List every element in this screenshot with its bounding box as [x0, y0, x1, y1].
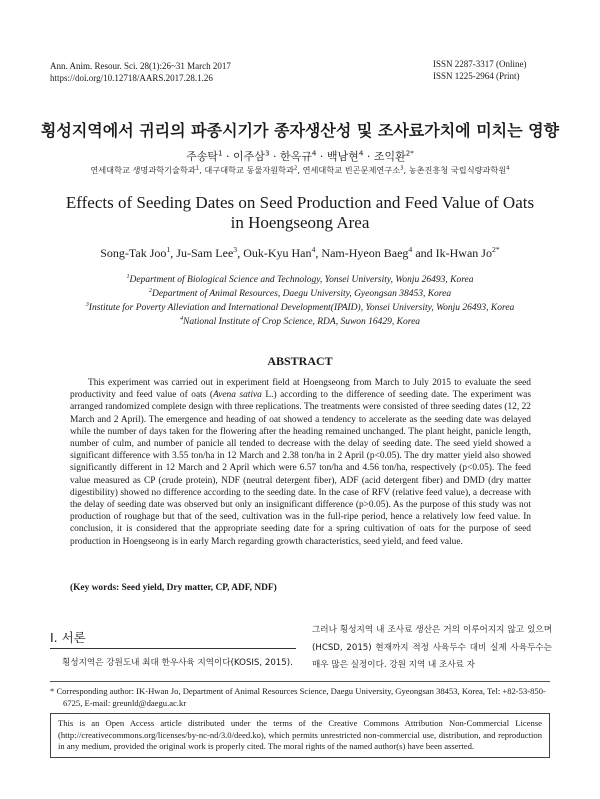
- english-title-line2: in Hoengseong Area: [230, 213, 370, 232]
- section-divider: [50, 648, 296, 649]
- korean-affiliation-3: 연세대학교 빈곤문제연구소$^3$: [302, 165, 404, 175]
- issn-online: ISSN 2287-3317 (Online): [433, 59, 527, 69]
- species-name: Avena sativa: [213, 390, 262, 401]
- korean-author-2: 이주삼$^3$: [233, 148, 270, 163]
- doi-link[interactable]: https://doi.org/10.12718/AARS.2017.28.1.26: [50, 72, 213, 83]
- korean-affiliation-4: 농촌진흥청 국립식량과학원$^4$: [408, 165, 510, 175]
- journal-header: [50, 61, 231, 84]
- intro-right-column: 그러나 횡성지역 내 조사료 생산은 거의 이루어지지 않고 있으며(HCSD, 2015) 현재까지 적정 사육두수 대비 실제 사육두수는 매우 많은 실정이다. 강원 지역 내 조사료 자: [312, 625, 552, 670]
- english-author-3: Ouk-Kyu Han$^4$: [243, 245, 316, 260]
- korean-author-4: 백남현$^4$: [326, 148, 364, 163]
- keywords: (Key words: Seed yield, Dry matter, CP, ADF, NDF): [70, 583, 277, 593]
- journal-citation: Ann. Anim. Resour. Sci. 28(1):26~31 March 2017: [50, 61, 231, 71]
- affiliation-1: $^1$Department of Biological Science and Technology, Yonsei University, Wonju 26493, Korea: [126, 273, 474, 285]
- english-title-line1: Effects of Seeding Dates on Seed Production and Feed Value of Oats: [65, 193, 535, 212]
- korean-author-3: 한옥규$^4$: [279, 148, 317, 163]
- affiliation-4: $^4$National Institute of Crop Science, RDA, Suwon 16429, Korea: [179, 315, 421, 327]
- footnote-divider: [50, 681, 550, 682]
- korean-title: 횡성지역에서 귀리의 파종시기가 종자생산성 및 조사료가치에 미치는 영향: [40, 121, 560, 140]
- english-author-4: Nam-Hyeon Baeg$^4$: [321, 245, 413, 260]
- license-box: This is an Open Access article distributed under the terms of the Creative Commons Attribution Non-Commercial License (http://creativecommons.org/licenses/by-nc-nd/3.0/deed.ko), which permits unrestricted non-commercial use, distribution, and reproduction in any medium, provided the original work is properly cited. The moral rights of the named author(s) have been asserted.: [50, 713, 550, 758]
- abstract-body: This experiment was carried out in experiment field at Hoengseong from March to July 2015 to evaluate the seed productivity and feed value of oats (Avena sativa L.) according to the difference of seeding date. The experiment was arranged randomized complete design with three replications. The treatments were consisted of three seeding dates (12, 22 March and 2 April). The emergence and heading of oat showed a tendency to accelerate as the seeding date was delayed while the number of days taken for the flowering after the heading remained unchanged. The plant height, panicle length, number of culm, and number of panicle all tended to decrease with the delay of seeding date. The seed yield showed a significant difference with 3.55 ton/ha in 12 March and 2.38 ton/ha in 2 April (p<0.05). The dry matter yield also showed significantly different in 12 March and 2 April which were 6.57 ton/ha and 4.56 ton/ha, respectively (p<0.05). The feed value measured as CP (crude protein), NDF (neutral detergent fiber), ADF (acid detergent fiber) and DMD (dry matter digestibility) showed no difference according to the seeding date. In the case of RFV (relative feed value), a decrease with the delay of seeding date was observed but only an insignificant difference (p>0.05). As the purpose of this study was not production of roughage but that of the seed, cultivation was in the full-ripe period, hence a relatively low feed value. In conclusion, it is considered that the appropriate seeding date for a spring cultivation of oats for the purpose of seed production in Hoengseong is in early March regarding growth characteristics, seed yield, and feed value.: [70, 378, 531, 547]
- affiliation-3: $^3$Institute for Poverty Alleviation and International Development(IPAID), Yonsei University, Wonju 26493, Korea: [85, 301, 515, 313]
- issn-print: ISSN 1225-2964 (Print): [433, 70, 520, 81]
- english-authors: Song-Tak Joo$^1$, Ju-Sam Lee$^3$, Ouk-Kyu Han$^4$, Nam-Hyeon Baeg$^4$ and Ik-Hwan $Jo^{2*}$: [100, 245, 500, 260]
- korean-affiliations: 연세대학교 생명과학기술학과$^1$, 대구대학교 동물자원학과$^2$, 연세대학교 빈곤문제연구소$^3$, 농촌진흥청 국립식량과학원$^4$: [90, 165, 510, 175]
- english-author-2: Ju-Sam Lee$^3$: [176, 245, 238, 260]
- english-author-1: Song-Tak Joo$^1$: [100, 245, 171, 260]
- issn-block: [433, 59, 527, 82]
- korean-author-1: 주송탁$^1$: [186, 148, 223, 163]
- english-author-5: Ik-Hwan $Jo^{2*}$: [435, 245, 500, 260]
- korean-author-5: 조익환$^{2*}$: [373, 148, 414, 163]
- affiliation-2: $^2$Department of Animal Resources, Daegu University, Gyeongsan 38453, Korea: [148, 287, 452, 299]
- section-heading: Ⅰ. 서론: [50, 630, 86, 645]
- english-title: [0, 193, 600, 233]
- intro-left-column: 횡성지역은 강원도내 최대 한우사육 지역이다(KOSIS, 2015).: [62, 658, 293, 668]
- korean-affiliation-2: 대구대학교 동물자원학과$^2$: [204, 165, 298, 175]
- corresponding-author-note: * Corresponding author: IK-Hwan Jo, Department of Animal Resources Science, Daegu University, Gyeongsan 38453, Korea, Tel: +82-53-850-6725, E-mail: greunld@daegu.ac.kr: [50, 686, 546, 708]
- korean-authors: 주송탁$^1$ · 이주삼$^3$ · 한옥규$^4$ · 백남현$^4$ · 조익환$^{2*}$: [186, 148, 414, 163]
- abstract-heading: ABSTRACT: [267, 354, 333, 368]
- korean-affiliation-1: 연세대학교 생명과학기술학과$^1$: [90, 165, 200, 175]
